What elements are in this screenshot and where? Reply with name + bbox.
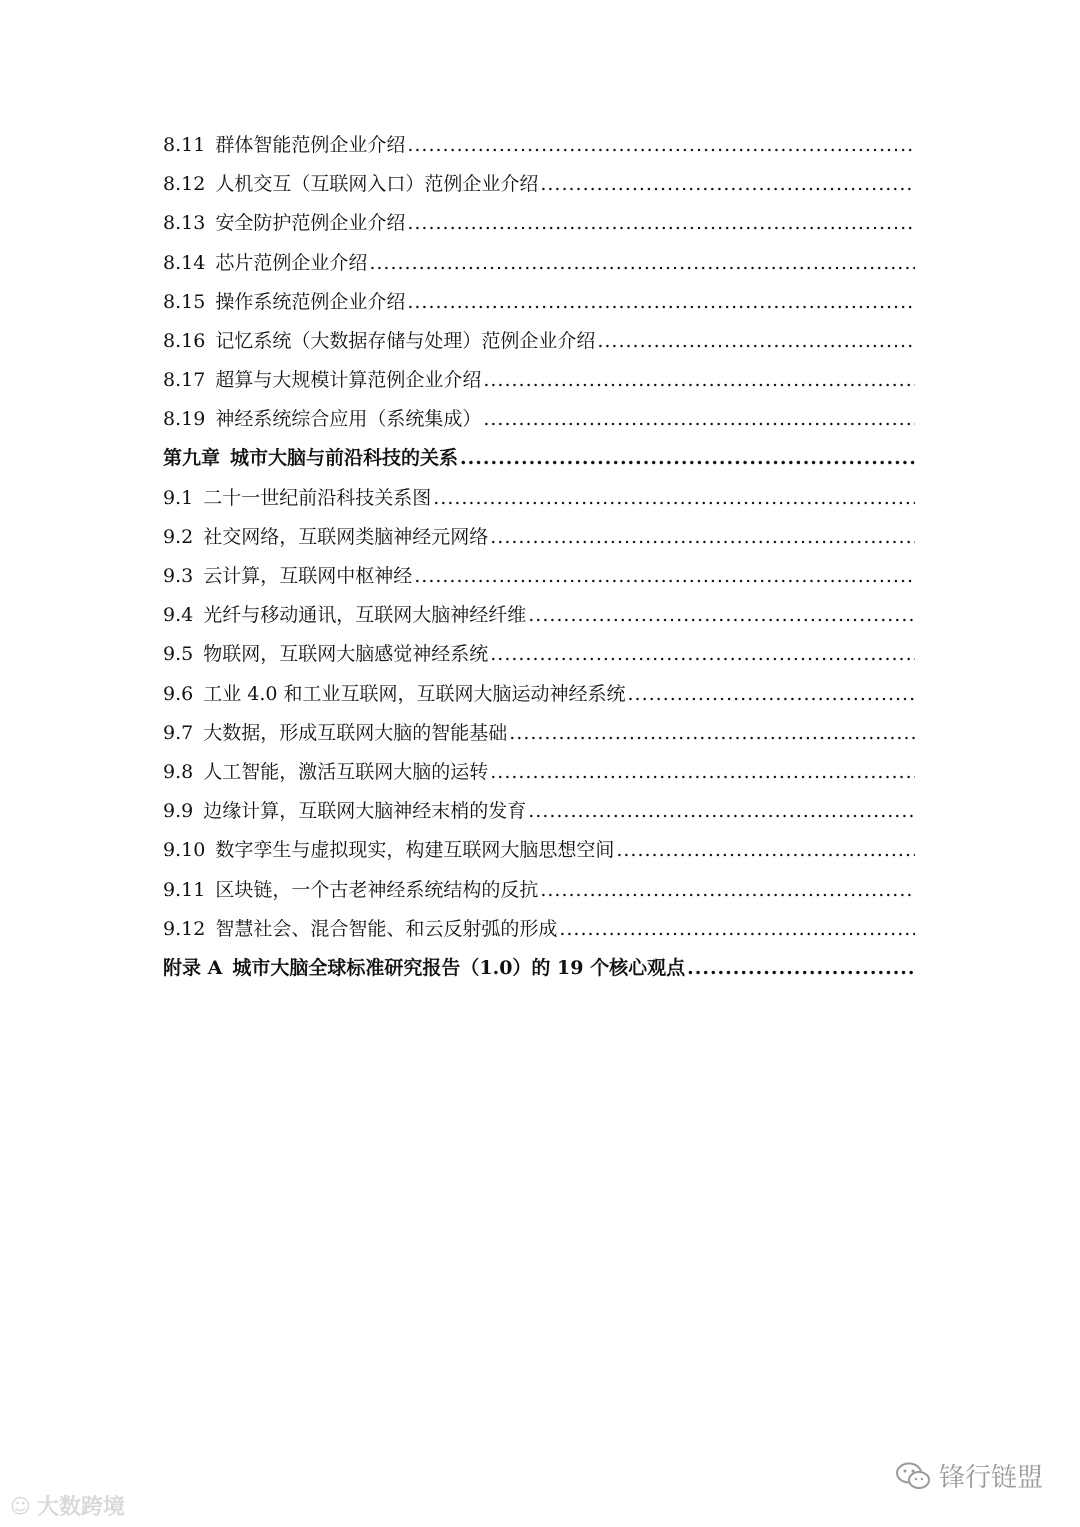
toc-entry-number: 8.12 [163, 173, 206, 196]
toc-dot-leader [369, 244, 915, 283]
toc-entry-title: 工业 4.0 和工业互联网，互联网大脑运动神经系统 [203, 682, 626, 705]
toc-dot-leader [540, 165, 915, 204]
toc-entry[interactable] [163, 400, 915, 439]
toc-entry[interactable] [163, 910, 915, 949]
toc-entry-title: 物联网，互联网大脑感觉神经系统 [203, 643, 489, 666]
toc-entry-title: 二十一世纪前沿科技关系图 [203, 486, 432, 509]
toc-entry-number: 8.13 [163, 212, 206, 235]
toc-entry-title: 群体智能范例企业介绍 [215, 133, 406, 156]
toc-entry-title: 数字孪生与虚拟现实，构建互联网大脑思想空间 [215, 839, 615, 862]
toc-entry-title: 城市大脑与前沿科技的关系 [230, 447, 459, 470]
toc-entry-title: 社交网络，互联网类脑神经元网络 [203, 525, 489, 548]
toc-dot-leader [483, 400, 915, 439]
toc-entry[interactable] [163, 596, 915, 635]
toc-dot-leader [528, 792, 915, 831]
toc-dot-leader [407, 204, 915, 243]
toc-dot-leader [407, 283, 915, 322]
toc-dot-leader [509, 714, 915, 753]
toc-entry[interactable] [163, 361, 915, 400]
table-of-contents [163, 126, 915, 988]
watermark-right-text: 锋行链盟 [939, 1463, 1044, 1493]
toc-entry[interactable] [163, 792, 915, 831]
toc-dot-leader [687, 949, 915, 988]
toc-dot-leader [407, 126, 915, 165]
toc-entry-title: 区块链，一个古老神经系统结构的反抗 [215, 878, 539, 901]
toc-entry-number: 8.17 [163, 369, 206, 392]
toc-dot-leader [540, 871, 915, 910]
toc-entry-number: 9.9 [163, 800, 194, 823]
toc-entry-number: 9.1 [163, 486, 194, 509]
toc-dot-leader [414, 557, 915, 596]
toc-entry[interactable] [163, 244, 915, 283]
toc-entry[interactable] [163, 204, 915, 243]
toc-entry-number: 9.2 [163, 525, 194, 548]
toc-entry-number: 9.6 [163, 682, 194, 705]
toc-entry[interactable] [163, 675, 915, 714]
toc-entry[interactable] [163, 479, 915, 518]
toc-chapter-entry[interactable] [163, 949, 915, 988]
toc-entry-title: 超算与大规模计算范例企业介绍 [215, 369, 482, 392]
toc-entry-title: 边缘计算，互联网大脑神经末梢的发育 [203, 800, 527, 823]
toc-entry[interactable] [163, 165, 915, 204]
toc-entry-title: 光纤与移动通讯，互联网大脑神经纤维 [203, 604, 527, 627]
toc-entry-number: 9.10 [163, 839, 206, 862]
wechat-icon [895, 1461, 931, 1491]
toc-dot-leader [490, 635, 915, 674]
toc-entry-number: 9.8 [163, 760, 194, 783]
toc-entry-number: 第九章 [163, 447, 221, 470]
toc-chapter-entry[interactable] [163, 440, 915, 479]
toc-entry-number: 9.12 [163, 917, 206, 940]
toc-entry[interactable] [163, 753, 915, 792]
toc-dot-leader [490, 518, 915, 557]
watermark-left-text: 大数跨境 [36, 1495, 125, 1520]
toc-entry-number: 8.16 [163, 329, 206, 352]
toc-entry-number: 9.4 [163, 604, 194, 627]
toc-entry-number: 9.5 [163, 643, 194, 666]
toc-entry[interactable] [163, 283, 915, 322]
toc-dot-leader [433, 479, 915, 518]
toc-entry-number: 附录 A [163, 956, 223, 979]
toc-entry[interactable] [163, 635, 915, 674]
toc-entry-title: 大数据，形成互联网大脑的智能基础 [203, 721, 508, 744]
toc-entry[interactable] [163, 557, 915, 596]
toc-entry-title: 人工智能，激活互联网大脑的运转 [203, 760, 489, 783]
toc-dot-leader [528, 596, 915, 635]
toc-entry-number: 9.3 [163, 565, 194, 588]
toc-entry-number: 8.11 [163, 133, 206, 156]
toc-entry-number: 8.19 [163, 408, 206, 431]
toc-entry-title: 智慧社会、混合智能、和云反射弧的形成 [215, 917, 558, 940]
toc-entry[interactable] [163, 831, 915, 870]
toc-dot-leader [616, 831, 915, 870]
toc-entry-title: 城市大脑全球标准研究报告（1.0）的 19 个核心观点 [232, 956, 686, 979]
toc-entry-number: 9.7 [163, 721, 194, 744]
toc-dot-leader [483, 361, 915, 400]
toc-entry-title: 神经系统综合应用（系统集成） [215, 408, 482, 431]
watermark-right [895, 1457, 1043, 1494]
brand-logo-icon: ☺ [10, 1493, 31, 1518]
toc-entry[interactable] [163, 871, 915, 910]
toc-dot-leader [460, 440, 915, 479]
toc-entry[interactable] [163, 714, 915, 753]
toc-entry-title: 安全防护范例企业介绍 [215, 212, 406, 235]
toc-entry-title: 芯片范例企业介绍 [215, 251, 368, 274]
toc-entry-number: 8.15 [163, 290, 206, 313]
toc-entry-number: 9.11 [163, 878, 206, 901]
toc-entry-title: 操作系统范例企业介绍 [215, 290, 406, 313]
toc-dot-leader [559, 910, 915, 949]
toc-entry-title: 记忆系统（大数据存储与处理）范例企业介绍 [215, 329, 596, 352]
toc-dot-leader [628, 675, 915, 714]
toc-entry-title: 云计算，互联网中枢神经 [203, 565, 413, 588]
toc-entry-number: 8.14 [163, 251, 206, 274]
watermark-left [10, 1490, 125, 1521]
toc-entry[interactable] [163, 126, 915, 165]
toc-entry[interactable] [163, 322, 915, 361]
toc-dot-leader [490, 753, 915, 792]
toc-dot-leader [597, 322, 915, 361]
toc-entry[interactable] [163, 518, 915, 557]
toc-entry-title: 人机交互（互联网入口）范例企业介绍 [215, 173, 539, 196]
